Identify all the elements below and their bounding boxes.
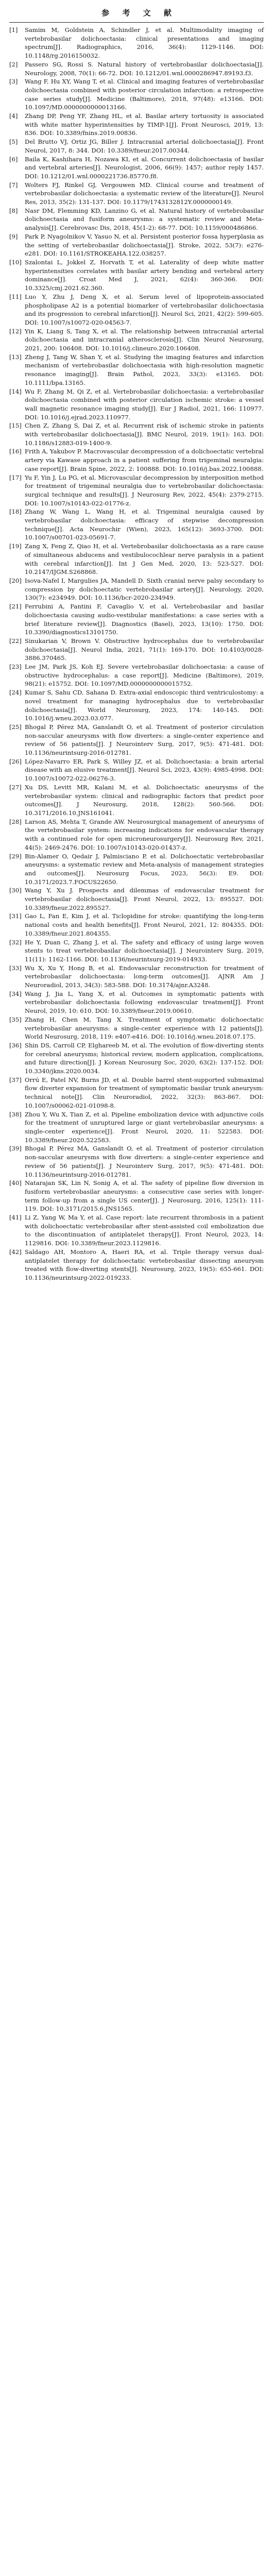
page-title: 参 考 文 献 (101, 8, 177, 18)
reference-number: [35] (9, 1015, 22, 1023)
reference-number: [18] (9, 508, 22, 516)
reference-text: Samim M, Goldstein A, Schindler J, et al. Multimodality imaging of vertebrobasilar dolichoectasia: clinical presentations and imaging spectrum[J]. Radiographics, 2016, 36(4): 1129-1146. DOI: 10.1148/rg.2016150032. (25, 26, 264, 60)
reference-item (9, 1213, 264, 1248)
reference-number: [26] (9, 757, 22, 765)
reference-text: Yu F, Yin J, Lu PG, et al. Microvascular decompression by interposition method for treatment of trigeminal neuralgia due to vertebrobasilar dolichoectasia: surgical technique and results[J]. J Neurosurg Rev, 2022, 45(4): 2379-2715. DOI: 10.1007/s10143-022-01776-z. (25, 473, 264, 507)
reference-text: He Y, Duan C, Zhang J, et al. The safety and efficacy of using large woven stents to treat vertebrobasilar dolichoectasia[J]. J Neurointerv Surg, 2019, 11(11): 1162-1166. DOI: 10.1136/neurintsurg-2019-014933. (25, 938, 264, 963)
reference-item (9, 688, 264, 723)
reference-item (9, 1144, 264, 1179)
reference-text: Passero SG, Rossi S. Natural history of vertebrobasilar dolichoectasia[J]. Neurology, 2008, 70(1): 66-72. DOI: 10.1212/01.wnl.0000286947.89193.f3. (25, 60, 264, 77)
reference-item (9, 473, 264, 508)
reference-text: Natarajan SK, Lin N, Sonig A, et al. The safety of pipeline flow diversion in fusiform vertebrobasilar aneurysms: a consecutive case series with longer-term follow-up from a single US center[J]. J Neurosurg, 2016, 125(1): 111-119. DOI: 10.3171/2015.6.JNS1565. (25, 1179, 264, 1213)
reference-text: Gao L, Fan E, Kim J, et al. Ticlopidine for stroke: quantifying the long-term national costs and health benefits[J]. Front Neurol, 2021, 12: 804355. DOI: 10.3389/fneur.2021.804355. (25, 912, 264, 937)
reference-text: Wu F, Zhang M, Qi Z, et al. Vertebrobasilar dolichoectasia: a vertebrobasilar dolichoectasia combined with posterior circulation ischemic stroke: a vessel wall magnetic resonance imaging study[J]. Eur J Radiol, 2021, 166: 110977. DOI: 10.1016/j.ejrad.2023.110977. (25, 387, 264, 421)
reference-number: [30] (9, 887, 22, 894)
reference-item (9, 852, 264, 887)
reference-number: [3] (9, 78, 18, 86)
reference-item (9, 207, 264, 232)
reference-number: [12] (9, 327, 22, 335)
reference-item (9, 938, 264, 964)
reference-text: Shin DS, Carroll CP, Elghareeb M, et al. The evolution of flow-diverting stents for cerebral aneurysms; historical review, modern application, complications, and future direction[J]. J Korean Neurosurg Soc, 2020, 63(2): 137-152. DOI: 10.3340/jkns.2020.0034. (25, 1041, 264, 1075)
reference-item (9, 112, 264, 138)
reference-item (9, 447, 264, 473)
reference-text: Frith A, Yakubov P. Macrovascular decompression of a dolichoectatic vertebral artery via Kawase approach in a patient suffering from trigeminal neuralgia: case report[J]. Brain Spine, 2022, 2: 100888. DOI: 10.1016/j.bas.2022.100888. (25, 448, 264, 472)
reference-number: [21] (9, 603, 22, 611)
reference-text: Isova-Nafel I, Margulies JA, Mandell D. Sixth cranial nerve palsy secondary to compression by dolichoectatic vertebrobasilar artery[J]. Neurology, 2020, 130(7): e234949. DOI: 10.1136/bcr-2020-234949. (25, 577, 264, 602)
reference-item (9, 542, 264, 577)
reference-text: Sinukarian V, Brown V. Obstructive hydrocephalus due to vertebrobasilar dolichoectasia[J]. Neurol India, 2021, 71(1): 169-170. DOI: 10.4103/0028-3886.370465. (25, 637, 264, 662)
reference-item (9, 258, 264, 293)
reference-number: [8] (9, 207, 18, 214)
reference-number: [1] (9, 26, 18, 33)
reference-number: [33] (9, 964, 22, 972)
reference-item (9, 181, 264, 207)
reference-text: Zhang H, Chen M, Tang X. Treatment of symptomatic dolichoectatic vertebrobasilar aneurysms: a single-center experience with 12 patients[J]. World Neurosurg, 2018, 119: e407-e416. DOI: 10.1016/j.wneu.2018.07.175. (25, 1015, 264, 1041)
reference-item (9, 155, 264, 181)
reference-item (9, 1248, 264, 1282)
reference-text: Orrú E, Patel NV, Burns JD, et al. Double barrel stent-supported submaximal flow diverter expansion for treatment of symptomatic basilar trunk aneurysm: technical note[J]. Clin Neuroradiol, 2022, 32(3): 863-867. DOI: 10.1007/s00062-021-01098-8. (25, 1076, 264, 1109)
reference-text: Nasr DM, Flemming KD, Lanzino G, et al. Natural history of vertebrobasilar dolichoectasia and fusiform aneurysms: a systematic review and Meta-analysis[J]. Cerebrovasc Dis, 2018, 45(1-2): 68-77. DOI: 10.1159/000486866. (25, 207, 264, 232)
reference-text: Larson AS, Mehta T, Grande AW. Neurosurgical management of aneurysms of the vertebrobasilar system: increasing indications for endovascular therapy with a continued role for open microneurosurgery[J]. Neurosurg Rev, 2021, 44(5): 2469-2476. DOI: 10.1007/s10143-020-01437-z. (25, 818, 264, 851)
reference-item (9, 723, 264, 757)
reference-number: [40] (9, 1179, 22, 1187)
reference-text: Zhou Y, Wu X, Tian Z, et al. Pipeline embolization device with adjunctive coils for the treatment of unruptured large or giant vertebrobasilar aneurysms: a single-center experience[J]. Front Neurol, 2020, 11: 522583. DOI: 10.3389/fneur.2020.522583. (25, 1110, 264, 1144)
reference-number: [22] (9, 637, 22, 645)
reference-number: [17] (9, 473, 22, 481)
header-divider (9, 22, 264, 23)
reference-number: [9] (9, 232, 18, 240)
reference-text: Wu X, Xu Y, Hong B, et al. Endovascular reconstruction for treatment of vertebrobasilar dolichoectasia: long-term outcomes[J]. AJNR Am J Neuroradiol, 2013, 34(3): 583-588. DOI: 10.3174/ajnr.A3248. (25, 964, 264, 989)
reference-item (9, 387, 264, 422)
reference-number: [15] (9, 422, 22, 430)
reference-item (9, 783, 264, 818)
reference-text: Saldago AH, Montoro A, Haeri RA, et al. Triple therapy versus dual-antiplatelet therapy for dolichoectatic vertebrobasilar dissecting aneurysm treated with flow-diverting stents[J]. Neurosurg, 2023, 19(5): 655-661. DOI: 10.1136/neurintsurg-2022-019233. (25, 1248, 264, 1281)
reference-item (9, 1015, 264, 1041)
reference-item (9, 1110, 264, 1145)
reference-item (9, 602, 264, 637)
reference-text: Zang X, Feng Z, Qiao H, et al. Vertebrobasilar dolichoectasia as a rare cause of simultaneous abducens and vestibulocochlear nerve paralysis in a patient with cerebral infarction[J]. Int J Gen Med, 2020, 13: 523-527. DOI: 10.2147/IJGM.S268868. (25, 543, 264, 576)
reference-item (9, 77, 264, 112)
reference-text: Luo Y, Zhu J, Deng X, et al. Serum level of lipoprotein-associated phospholipase A2 is a potential biomarker of vertebrobasilar dolichoectasia and its progression to cerebral infarction[J]. Neurol Sci, 2021, 42(2): 599-605. DOI: 10.1007/s10072-020-04563-7. (25, 293, 264, 326)
reference-number: [25] (9, 723, 22, 731)
reference-item (9, 637, 264, 663)
reference-text: Lee JM, Park JS, Koh EJ. Severe vertebrobasilar dolichoectasia: a cause of obstructive hydrocephalus: a case report[J]. Medicine (Baltimore), 2019, 98(21): e15752. DOI: 10.1097/MD.0000000000015752. (25, 663, 264, 688)
reference-number: [2] (9, 60, 18, 68)
reference-number: [20] (9, 577, 22, 584)
reference-text: Del Brutto VJ, Ortiz JG, Biller J. Intracranial arterial dolichoectasia[J]. Front Neurol, 2017, 8: 344. DOI: 10.3389/fneur.2017.00344. (25, 138, 264, 154)
reference-number: [32] (9, 938, 22, 946)
reference-text: Wang Y, Xu J. Prospects and dilemmas of endovascular treatment for vertebrobasilar dolichoectasia[J]. Front Neurol, 2022, 13: 895527. DOI: 10.3389/fneur.2022.895527. (25, 887, 264, 911)
reference-text: Li Z, Yang W, Ma Y, et al. Case report: late recurrent thrombosis in a patient with dolichoectatic vertebrobasilar after stent-assisted coil embolization due to the discontinuation of antiplatelet therapy[J]. Front Neurol, 2023, 14: 1129816. DOI: 10.3389/fneur.2023.1129816. (25, 1214, 264, 1247)
reference-number: [13] (9, 353, 22, 361)
reference-item (9, 26, 264, 60)
reference-item (9, 912, 264, 938)
reference-text: Baila K, Kashihara H, Nozawa KI, et al. Concurrent dolichoectasia of basilar and vertebral arteries[J]. Neurologist, 2006, 66(9): 1457; author reply 1457. DOI: 10.1212/01.wnl.0000221736.85770.f8. (25, 155, 264, 180)
reference-text: López-Navarro ER, Park S, Willey JZ, et al. Dolichoectasia: a brain arterial disease with an elusive treatment[J]. Neurol Sci, 2023, 43(9): 4985-4998. DOI: 10.1007/s10072-022-06276-3. (25, 757, 264, 783)
reference-text: Wang J, Jia L, Yang X, et al. Outcomes in symptomatic patients with vertebrobasilar dolichoectasia following endovascular treatment[J]. Front Neurol, 2019, 10: 610. DOI: 10.3389/fneur.2019.00610. (25, 990, 264, 1015)
reference-text: Xu DS, Levitt MR, Kalani M, et al. Dolichoectatic aneurysms of the vertebrobasilar system: clinical and radiographic factors that predict poor outcomes[J]. J Neurosurg, 2018, 128(2): 560-566. DOI: 10.3171/2016.10.JNS161041. (25, 783, 264, 817)
reference-number: [5] (9, 138, 18, 146)
reference-number: [11] (9, 293, 22, 300)
reference-text: Park P, Nyagolnikov V, Yasuo N, et al. Persistent posterior fossa hyperplasia as the setting of vertebrobasilar dolichoectasia[J]. Stroke, 2022, 53(7): e276-e281. DOI: 10.1161/STROKEAHA.122.038257. (25, 232, 264, 258)
reference-text: Wang F, Hu XY, Wang T, et al. Clinical and imaging features of vertebrobasilar dolichoectasia combined with posterior circulation infarction: a retrospective case series study[J]. Medicine (Baltimore), 2018, 97(48): e13166. DOI: 10.1097/MD.0000000000013166. (25, 78, 264, 111)
reference-text: Chen Z, Zhang S, Dai Z, et al. Recurrent risk of ischemic stroke in patients with vertebrobasilar dolichoectasia[J]. BMC Neurol, 2019, 19(1): 163. DOI: 10.1186/s12883-019-1400-9. (25, 422, 264, 447)
reference-item (9, 964, 264, 990)
reference-number: [38] (9, 1110, 22, 1118)
reference-number: [39] (9, 1145, 22, 1153)
reference-item (9, 507, 264, 542)
reference-item (9, 293, 264, 327)
reference-number: [10] (9, 258, 22, 266)
reference-number: [24] (9, 689, 22, 697)
reference-item (9, 886, 264, 912)
reference-number: [6] (9, 155, 18, 163)
reference-item (9, 60, 264, 77)
reference-item (9, 757, 264, 783)
reference-text: Bhogal P, Pérez MA, Ganslandt O, et al. Treatment of posterior circulation non-saccular aneurysms with flow diverters: a single-center experience and review of 56 patients[J]. J Neurointerv Surg, 2017, 9(5): 471-481. DOI: 10.1136/neurintsurg-2016-012781. (25, 723, 264, 757)
reference-text: Yin K, Liang S, Tang X, et al. The relationship between intracranial arterial dolichoectasia and intracranial atherosclerosis[J]. Clin Neurol Neurosurg, 2021, 200: 106408. DOI: 10.1016/j.clineuro.2020.106408. (25, 327, 264, 352)
reference-number: [34] (9, 990, 22, 997)
reference-list (9, 26, 264, 1282)
reference-number: [37] (9, 1076, 22, 1083)
reference-item (9, 818, 264, 852)
reference-number: [36] (9, 1041, 22, 1049)
reference-number: [19] (9, 543, 22, 550)
reference-number: [14] (9, 387, 22, 395)
reference-item (9, 1076, 264, 1110)
reference-number: [7] (9, 181, 18, 189)
reference-item (9, 990, 264, 1015)
reference-number: [4] (9, 112, 18, 120)
reference-item (9, 138, 264, 155)
reference-item (9, 1179, 264, 1213)
reference-text: Ferrubini A, Fantini F, Cavaglio V, et al. Vertebrobasilar and basilar dolichoectasia causing audio-vestibular manifestations: a case series with a brief literature review[J]. Diagnostics (Basel), 2023, 13(10): 1750. DOI: 10.3390/diagnostics13101750. (25, 603, 264, 636)
reference-number: [28] (9, 818, 22, 825)
reference-number: [29] (9, 852, 22, 860)
reference-item (9, 232, 264, 258)
reference-text: Wolters FJ, Rinkel GJ, Vergouwen MD. Clinical course and treatment of vertebrobasilar dolichoectasia: a systematic review of the literature[J]. Neurol Res, 2013, 35(2): 131-137. DOI: 10.1179/1743132812Y.0000000149. (25, 181, 264, 206)
reference-item (9, 353, 264, 387)
reference-text: Zhang W, Wang L, Wang H, et al. Trigeminal neuralgia caused by vertebrobasilar dolichoectasia: efficacy of stepwise decompression technique[J]. Acta Neurochir (Wien), 2023, 165(12): 3693-3700. DOI: 10.1007/s00701-023-05691-7. (25, 508, 264, 541)
reference-text: Zhang DP, Peng YF, Zhang HL, et al. Basilar artery tortuosity is associated with white matter hyperintensities by TIMP-1[J]. Front Neurosci, 2019, 13: 836. DOI: 10.3389/fnins.2019.00836. (25, 112, 264, 137)
reference-number: [31] (9, 912, 22, 920)
reference-text: Szalontai L, Jokkel Z, Horvath T, et al. Laterality of deep white matter hyperintensities correlates with basilar artery bending and vertebral artery dominance[J]. Croat Med J, 2021, 62(4): 360-366. DOI: 10.3325/cmj.2021.62.360. (25, 258, 264, 292)
reference-item (9, 577, 264, 602)
reference-text: Zheng J, Tang W, Shan Y, et al. Studying the imaging features and infarction mechanism of vertebrobasilar dolichoectasia with high-resolution magnetic resonance imaging[J]. Brain Pathol, 2023, 33(3): e13165. DOI: 10.1111/bpa.13165. (25, 353, 264, 386)
reference-item (9, 421, 264, 447)
reference-text: Bin-Alamer O, Qedair J, Palmisciano P, et al. Dolichoectatic vertebrobasilar aneurysms: a systematic review and Meta-analysis of management strategies and outcomes[J]. Neurosurg Focus, 2023, 56(3): E9. DOI: 10.3171/2023.7.FOCUS22650. (25, 852, 264, 886)
reference-text: Kumar S, Sahu CD, Sahana D. Extra-axial endoscopic third ventriculostomy: a novel treatment for managing hydrocephalus due to vertebrobasilar dolichoectasia[J]. World Neurosurg, 2023, 174: 140-145. DOI: 10.1016/j.wneu.2023.03.077. (25, 689, 264, 722)
reference-number: [41] (9, 1214, 22, 1222)
reference-number: [16] (9, 448, 22, 455)
reference-number: [27] (9, 783, 22, 791)
reference-item (9, 327, 264, 353)
reference-item (9, 663, 264, 688)
reference-item (9, 1041, 264, 1076)
reference-text: Bhogal P, Pérez MA, Ganslandt O, et al. Treatment of posterior circulation non-saccular aneurysms with flow diverters: a single-center experience and review of 56 patients[J]. J Neurointerv Surg, 2017, 9(5): 471-481. DOI: 10.1136/neurintsurg-2016-012781. (25, 1145, 264, 1178)
reference-number: [42] (9, 1248, 22, 1256)
reference-number: [23] (9, 663, 22, 671)
